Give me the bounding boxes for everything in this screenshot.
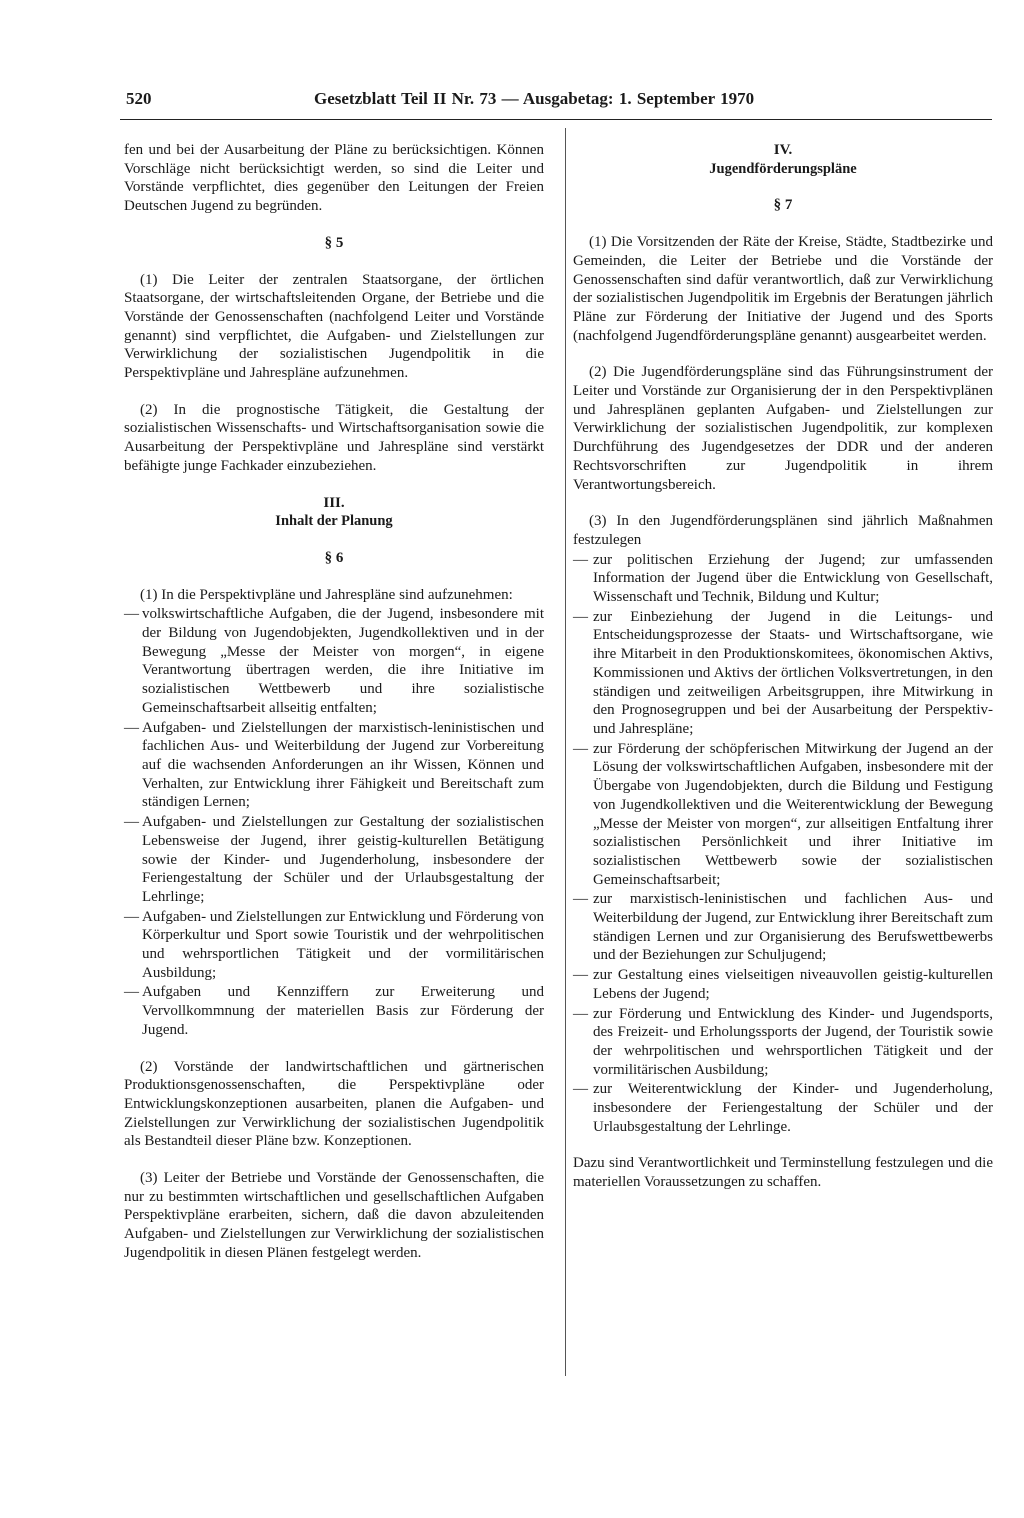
dash-marker: — — [573, 967, 588, 984]
list-item — [573, 551, 993, 607]
list-item — [573, 1005, 993, 1080]
list-item — [124, 719, 544, 813]
section-6-paragraph-2: (2) Vorstände der landwirtschaftlichen und gärtnerischen Produktionsgenossenschaften, die Perspektivpläne oder Entwicklungskonzeptionen ausarbeiten, planen die Aufgaben- und Zielstellungen zur Verwirklichung der sozialistischen Jugendpolitik als Bestandteil dieser Pläne bzw. Konzeptionen. — [124, 1058, 544, 1150]
part-3-numeral: III. — [323, 494, 345, 511]
dash-marker: — — [573, 551, 588, 568]
part-4-title: Jugendförderungspläne — [709, 160, 857, 177]
section-6-paragraph-3: (3) Leiter der Betriebe und Vorstände der Genossenschaften, die nur zu bestimmten wirtschaftlichen und gesellschaftlichen Aufgaben Perspektivpläne erarbeiten, sichern, daß die davon abzuleitenden Aufgaben- und Zielstellungen zur Verwirklichung der sozialistischen Jugendpolitik in diesen Plänen festgelegt werden. — [124, 1170, 544, 1261]
section-7-paragraph-3: (3) In den Jugendförderungsplänen sind jährlich Maßnahmen festzulegen — [573, 513, 993, 548]
part-3-title: Inhalt der Planung — [275, 513, 393, 530]
list-item — [573, 608, 993, 739]
page-number: 520 — [126, 89, 152, 108]
list-item — [124, 983, 544, 1039]
list-item-text: zur Gestaltung eines vielseitigen niveauvollen geistig-kulturellen Lebens der Jugend; — [593, 967, 993, 1002]
list-item-text: zur Einbeziehung der Jugend in die Leitungs- und Entscheidungsprozesse der Staats- und Wirtschaftsorgane, wie ihre Mitarbeit in den Produktionskomitees, ökonomischen Aktivs, Kommissionen und Aktivs der örtlichen Volksvertretungen, in den ständigen und zeitweiligen Arbeitsgruppen, ihre Mitwirkung in den Prognosegruppen und bei der Ausarbeitung der Perspektiv- und Jahrespläne; — [593, 608, 993, 737]
section-7-paragraph-2: (2) Die Jugendförderungspläne sind das Führungsinstrument der Leiter und Vorstände zur Organisierung der in den Perspektivplänen und Jahresplänen geplanten Aufgaben- und Zielstellungen zur Verwirklichung der sozialistischen Jugendpolitik, zur komplexen Durchführung des Jugendgesetzes der DDR und der anderen Rechtsvorschriften zur Jugendpolitik in ihrem Verantwortungsbereich. — [573, 364, 993, 493]
dash-marker: — — [573, 740, 588, 757]
list-item-text: volkswirtschaftliche Aufgaben, die der Jugend, insbesondere mit der Bildung von Jugendobjekten, Jugendkollektiven und in der Bewegung „Messe der Meister von morgen“, in eigene Verantwortung übertragen werden, die ihre Initiative im sozialistischen Wettbewerb und ihre sozialistische Gemeinschaftsarbeit allseitig entfalten; — [142, 606, 544, 716]
list-item-text: Aufgaben- und Zielstellungen zur Gestaltung der sozialistischen Lebensweise der Jugend, ihrer geistig-kulturellen Betätigung sowie der Kinder- und Jugenderholung, insbesondere der Feriengestaltung der Schüler und der Urlaubsgestaltung der Lehrlinge; — [142, 814, 544, 905]
section-6-list — [124, 605, 544, 1039]
list-item-text: Aufgaben- und Zielstellungen zur Entwicklung und Förderung von Körperkultur und Sport sowie Touristik und der wehrpolitischen und wehrsportlichen Tätigkeit und der vormilitärischen Ausbildung; — [142, 908, 544, 981]
section-7-heading: § 7 — [773, 197, 793, 214]
list-item-text: Aufgaben und Kennziffern zur Erweiterung und Vervollkommnung der materiellen Basis zur Förderung der Jugend. — [142, 984, 544, 1038]
left-column — [124, 141, 544, 1263]
page-header — [126, 89, 992, 115]
list-item — [124, 908, 544, 983]
list-item-text: zur politischen Erziehung der Jugend; zur umfassenden Information der Jugend über die Entwicklung von Gesellschaft, Wissenschaft und Technik, Bildung und Kultur; — [593, 551, 993, 606]
intro-paragraph: fen und bei der Ausarbeitung der Pläne zu berücksichtigen. Können Vorschläge nicht berücksichtigt werden, so sind die Leiter und Vorstände verpflichtet, dies gegenüber den Leitungen der Freien Deutschen Jugend zu begründen. — [124, 142, 544, 215]
closing-paragraph: Dazu sind Verantwortlichkeit und Terminstellung festzulegen und die materiellen Voraussetzungen zu schaffen. — [573, 1155, 993, 1191]
dash-marker: — — [124, 908, 139, 925]
list-item-text: zur marxistisch-leninistischen und fachlichen Aus- und Weiterbildung der Jugend, zur Entwicklung ihrer Bereitschaft zum ständigen Lernen und zur Organisierung des Berufswettbewerbs und der Beziehungen zur Schuljugend; — [593, 891, 993, 964]
list-item-text: Aufgaben- und Zielstellungen der marxistisch-leninistischen und fachlichen Aus- und Weiterbildung der Jugend zur Vorbereitung auf die wachsenden Anforderungen an ihr Wissen, Können und Verhalten, zur Entwicklung ihrer Fähigkeit und Bereitschaft zum ständigen Lernen; — [142, 719, 544, 811]
header-rule — [120, 119, 992, 120]
dash-marker: — — [124, 814, 139, 831]
dash-marker: — — [573, 891, 588, 908]
list-item — [124, 605, 544, 717]
column-divider — [565, 128, 566, 1376]
dash-marker: — — [573, 1081, 588, 1098]
list-item — [573, 1080, 993, 1136]
section-7-paragraph-1: (1) Die Vorsitzenden der Räte der Kreise, Städte, Stadtbezirke und Gemeinden, die Leiter der Betriebe und die Vorstände der Genossenschaften sind dafür verantwortlich, daß zur Verwirklichung der sozialistischen Jugendpolitik im Ergebnis der Beratungen jährlich Pläne zur Förderung der Initiative der Jugend und des Sports (nachfolgend Jugendförderungspläne genannt) ausgearbeitet werden. — [573, 234, 993, 344]
dash-marker: — — [124, 606, 139, 623]
dash-marker: — — [573, 608, 588, 625]
list-item — [124, 813, 544, 907]
list-item — [573, 740, 993, 890]
list-item-text: zur Förderung und Entwicklung des Kinder- und Jugendsports, des Freizeit- und Erholungssports der Jugend, der Touristik sowie der wehrpolitischen und wehrsportlichen Tätigkeit und der vormilitärischen Ausbildung; — [593, 1005, 993, 1078]
dash-marker: — — [124, 719, 139, 736]
list-item — [573, 890, 993, 965]
running-head: Gesetzblatt Teil II Nr. 73 — Ausgabetag: 1. September 1970 — [314, 89, 755, 108]
section-6-paragraph-1: (1) In die Perspektivpläne und Jahrespläne sind aufzunehmen: — [140, 586, 513, 603]
list-item — [573, 966, 993, 1003]
list-item-text: zur Förderung der schöpferischen Mitwirkung der Jugend an der Lösung der volkswirtschaftlichen Aufgaben, insbesondere mit der Übergabe von Jugendobjekten, durch die Bildung und Festigung von Jugendkollektiven und die Weiterentwicklung der Bewegung „Messe der Meister von morgen“, zur allseitigen Entfaltung ihrer sozialistischen Persönlichkeit und ihrer Initiative im sozialistischen Wettbewerb sowie der sozialistischen Gemeinschaftsarbeit; — [593, 740, 993, 888]
part-4-numeral: IV. — [773, 142, 793, 158]
right-column — [573, 141, 993, 1192]
dash-marker: — — [573, 1005, 588, 1022]
section-5-paragraph-1: (1) Die Leiter der zentralen Staatsorgane, der örtlichen Staatsorgane, der wirtschaftsleitenden Organe, der Betriebe und die Vorstände der Genossenschaften (nachfolgend Leiter und Vorstände genannt) sind verpflichtet, die Aufgaben- und Zielstellungen zur Verwirklichung der sozialistischen Jugendpolitik in die Perspektivpläne und Jahrespläne aufzunehmen. — [124, 271, 544, 382]
section-6-heading: § 6 — [324, 549, 344, 566]
section-5-heading: § 5 — [324, 234, 344, 251]
list-item-text: zur Weiterentwicklung der Kinder- und Jugenderholung, insbesondere der Feriengestaltung der Schüler und der Urlaubsgestaltung der Lehrlinge. — [593, 1081, 993, 1135]
section-5-paragraph-2: (2) In die prognostische Tätigkeit, die Gestaltung der sozialistischen Wissenschafts- und Wirtschaftsorganisation sowie die Ausarbeitung der Perspektivpläne und Jahrespläne sind verstärkt befähigte junge Fachkader einzubeziehen. — [124, 401, 544, 474]
section-7-list — [573, 551, 993, 1137]
dash-marker: — — [124, 984, 139, 1001]
